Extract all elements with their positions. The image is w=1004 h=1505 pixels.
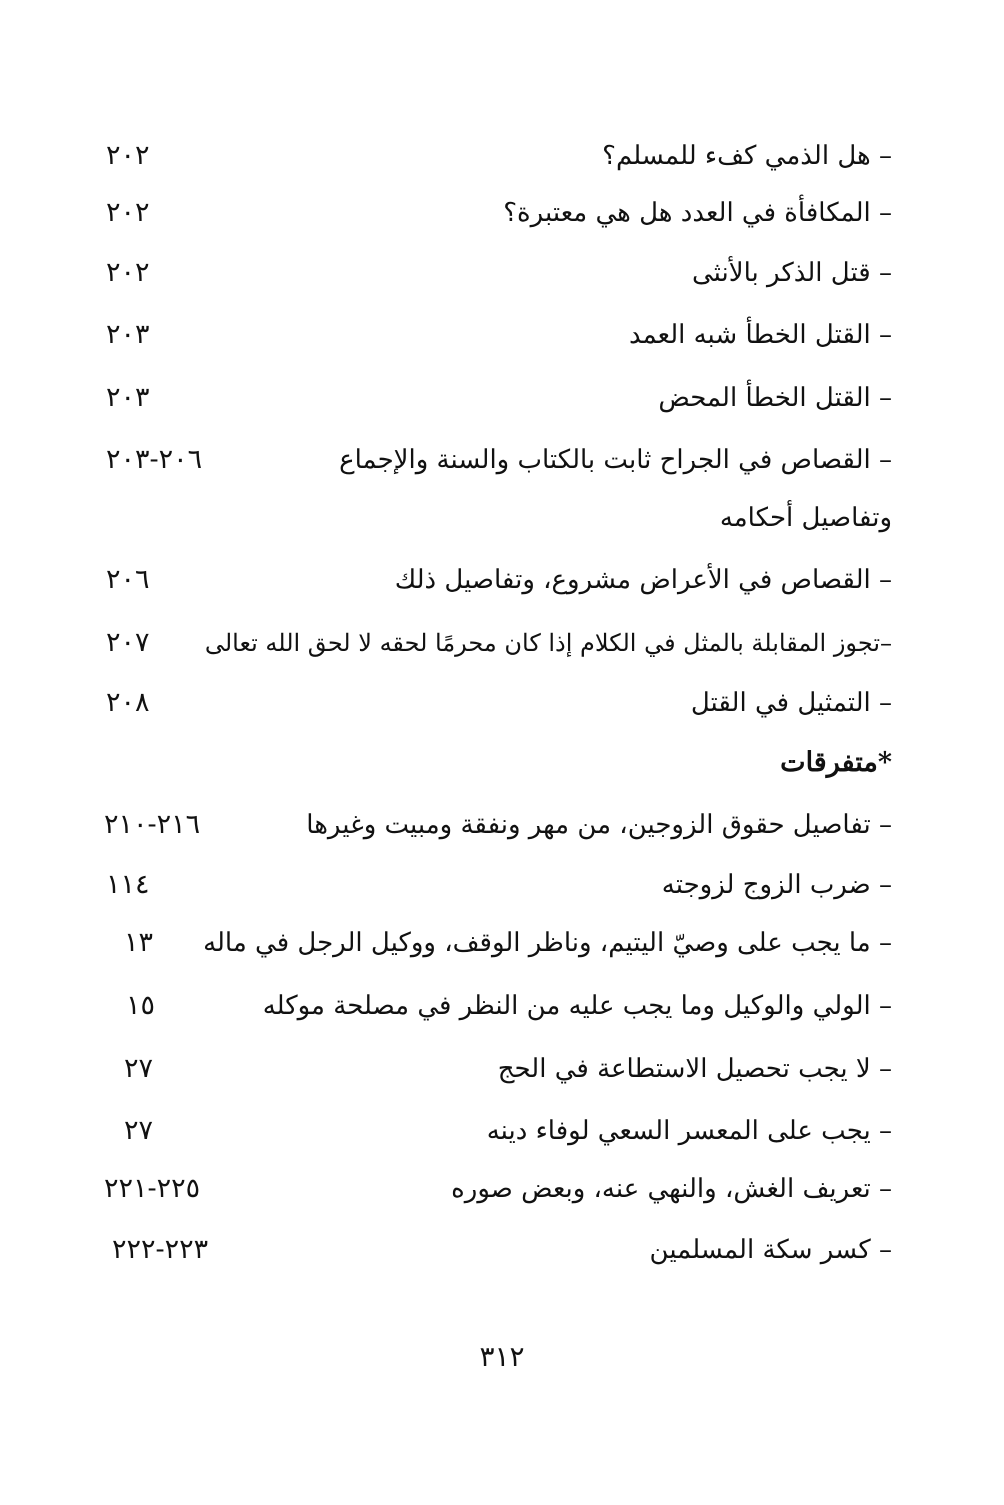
page-reference: ٢١٦-٢١٠ xyxy=(104,809,201,840)
entry-text: – التمثيل في القتل xyxy=(690,688,892,718)
index-entry xyxy=(90,983,892,1029)
entry-text: – يجب على المعسر السعي لوفاء دينه xyxy=(486,1116,892,1146)
index-entry xyxy=(90,312,892,358)
entry-text: – المكافأة في العدد هل هي معتبرة؟ xyxy=(503,198,892,228)
entry-text: – كسر سكة المسلمين xyxy=(649,1235,892,1265)
page-reference: ٢٧ xyxy=(124,1053,154,1084)
entry-text: –تجوز المقابلة بالمثل في الكلام إذا كان محرمًا لحقه لا لحق الله تعالى xyxy=(204,629,892,657)
entry-text: – تعريف الغش، والنهي عنه، وبعض صوره xyxy=(451,1174,892,1204)
entry-continuation-line xyxy=(90,495,892,541)
index-entry xyxy=(90,920,892,966)
index-entry xyxy=(90,802,892,848)
page-reference: ٢٠٧ xyxy=(106,627,150,658)
index-entry xyxy=(90,1166,892,1212)
index-entry xyxy=(90,375,892,421)
page-reference: ٢٠٦-٢٠٣ xyxy=(106,444,203,475)
entry-continuation: وتفاصيل أحكامه xyxy=(719,503,892,533)
page-reference: ٢٠٢ xyxy=(106,197,150,228)
entry-text: – القتل الخطأ شبه العمد xyxy=(628,320,892,350)
page-number: ٣١٢ xyxy=(479,1340,525,1373)
index-entry xyxy=(90,620,892,666)
page-reference: ٢٢٥-٢٢١ xyxy=(104,1173,201,1204)
entry-text: – القصاص في الجراح ثابت بالكتاب والسنة والإجماع xyxy=(339,445,892,475)
index-entry xyxy=(90,1227,892,1273)
entry-text: – هل الذمي كفء للمسلم؟ xyxy=(602,141,892,171)
page-reference: ٢٠٢ xyxy=(106,140,150,171)
page-reference: ٢٠٦ xyxy=(106,564,150,595)
index-entry xyxy=(90,680,892,726)
page-reference: ٢٠٣ xyxy=(106,319,150,350)
section-heading: *متفرقات xyxy=(780,747,892,778)
index-entry xyxy=(90,862,892,908)
page-reference: ٢٠٢ xyxy=(106,257,150,288)
index-entry xyxy=(90,1108,892,1154)
entry-text: – ضرب الزوج لزوجته xyxy=(661,870,892,900)
entry-text: – القصاص في الأعراض مشروع، وتفاصيل ذلك xyxy=(394,565,892,595)
page-reference: ٢٧ xyxy=(124,1115,154,1146)
index-entry xyxy=(90,250,892,296)
entry-text: – تفاصيل حقوق الزوجين، من مهر ونفقة ومبيت وغيرها xyxy=(306,810,892,840)
index-entry xyxy=(90,1046,892,1092)
index-entry xyxy=(90,190,892,236)
index-entry xyxy=(90,133,892,179)
index-entry xyxy=(90,557,892,603)
index-entry-multiline xyxy=(90,437,892,483)
page-reference: ١٥ xyxy=(126,990,156,1021)
page-reference: ٢٠٣ xyxy=(106,382,150,413)
page-reference: ٢٢٣-٢٢٢ xyxy=(112,1234,209,1265)
entry-text: – قتل الذكر بالأنثى xyxy=(691,258,892,288)
entry-text: – الولي والوكيل وما يجب عليه من النظر في مصلحة موكله xyxy=(262,991,892,1021)
page-reference: ١١٤ xyxy=(106,869,150,900)
entry-text: – ما يجب على وصيّ اليتيم، وناظر الوقف، ووكيل الرجل في ماله xyxy=(203,928,892,958)
entry-text: – القتل الخطأ المحض xyxy=(658,383,892,413)
entry-text: – لا يجب تحصيل الاستطاعة في الحج xyxy=(497,1054,892,1084)
page-reference: ٢٠٨ xyxy=(106,687,150,718)
page-reference: ١٣ xyxy=(124,927,154,958)
